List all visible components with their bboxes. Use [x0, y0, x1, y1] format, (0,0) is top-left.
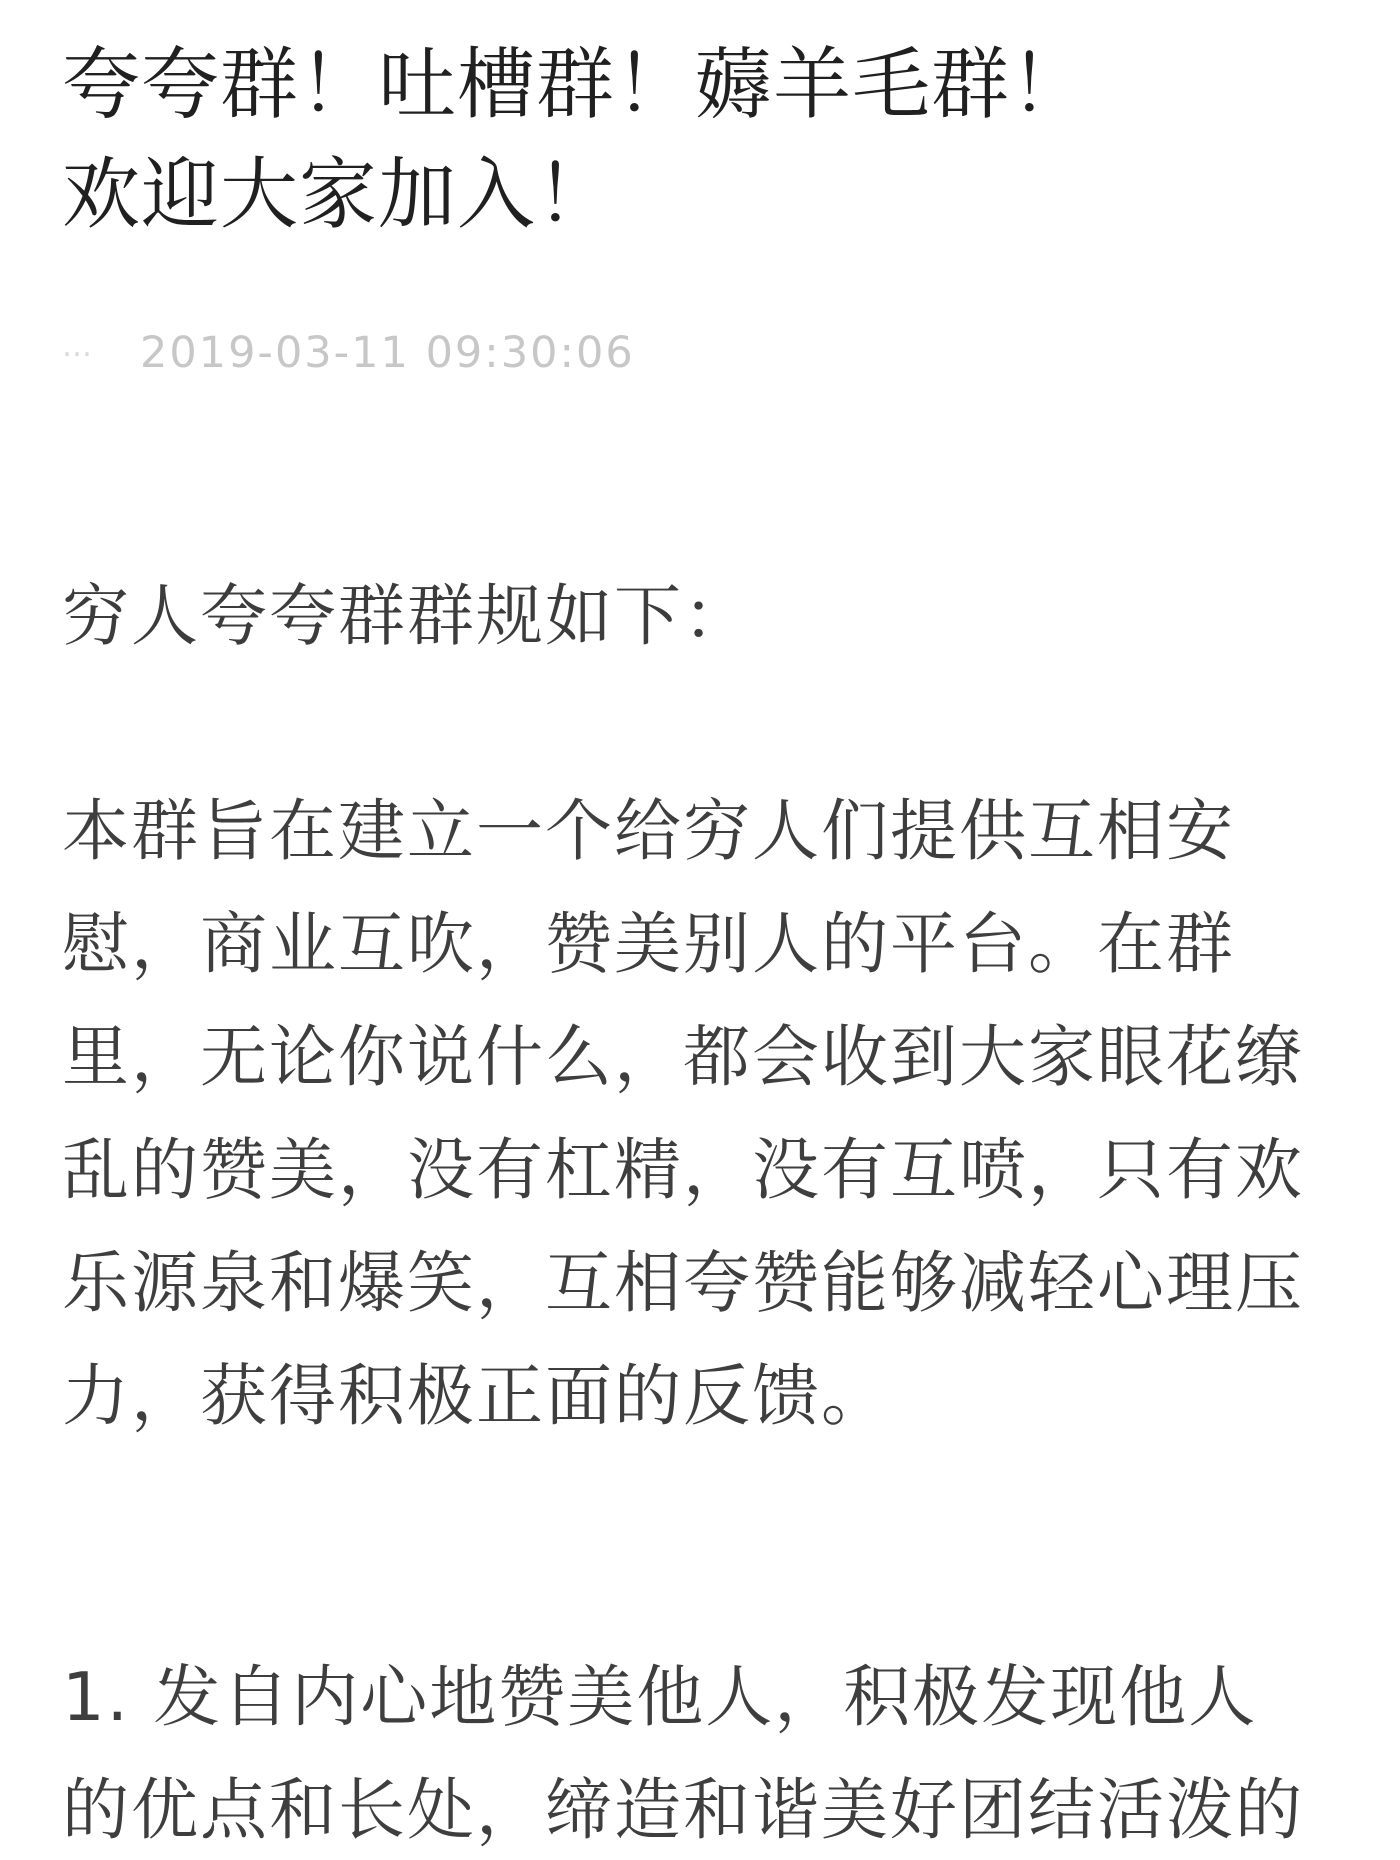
intro-line-3: 里，无论你说什么，都会收到大家眼花缭	[62, 1018, 1304, 1096]
intro-paragraph	[62, 775, 1334, 1453]
intro-line-2: 慰，商业互吹，赞美别人的平台。在群	[62, 905, 1235, 983]
rule-1-line-1: 1. 发自内心地赞美他人，积极发现他人	[62, 1658, 1258, 1736]
post-title-line-1: 夸夸群！吐槽群！薅羊毛群！	[62, 40, 1090, 130]
rule-item-1	[62, 1641, 1334, 1860]
intro-line-5: 乐源泉和爆笑，互相夸赞能够减轻心理压	[62, 1244, 1304, 1322]
post-title	[62, 30, 1334, 250]
ellipsis-icon: …	[62, 329, 92, 364]
post-timestamp: 2019-03-11 09:30:06	[140, 328, 635, 378]
intro-line-4: 乱的赞美，没有杠精，没有互喷，只有欢	[62, 1131, 1304, 1209]
post-meta-row	[62, 318, 1334, 388]
rules-heading: 穷人夸夸群群规如下：	[62, 577, 752, 655]
post-title-line-2: 欢迎大家加入！	[62, 150, 616, 240]
rule-1-line-2: 的优点和长处，缔造和谐美好团结活泼的	[62, 1771, 1304, 1849]
intro-line-6: 力，获得积极正面的反馈。	[62, 1357, 890, 1435]
intro-line-1: 本群旨在建立一个给穷人们提供互相安	[62, 792, 1235, 870]
